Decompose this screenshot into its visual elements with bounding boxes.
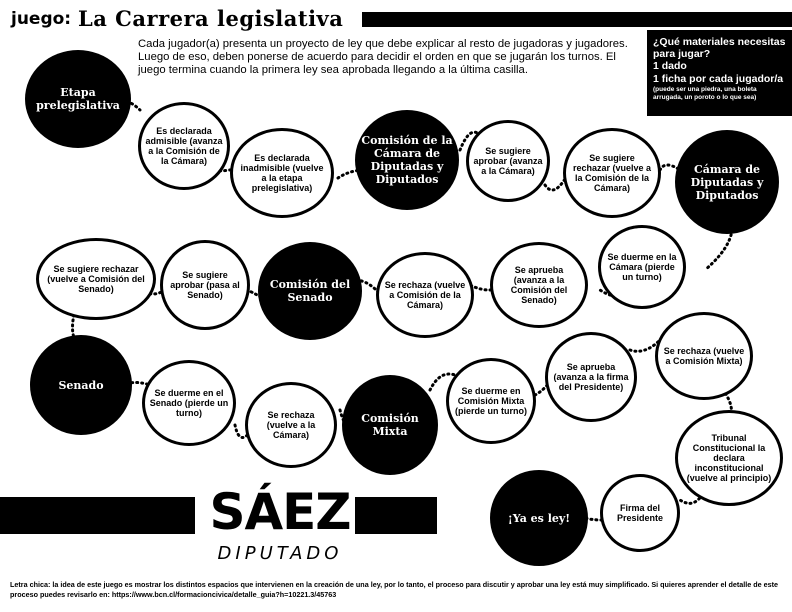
space-duerme-comision-mixta [446,358,536,444]
logo-name: SÁEZ [209,483,351,541]
space-label: Es declarada admisible (avanza a la Comisión de la Cámara) [145,126,223,166]
materials-note: (puede ser una piedra, una boleta arrugada, un poroto o lo que sea) [653,86,757,101]
space-senado [30,335,132,435]
logo-bar-left [0,497,195,534]
space-label: Se sugiere rechazar (vuelve a la Comisión de la Cámara) [572,153,652,193]
space-comision-senado [258,242,362,340]
game-instructions: Cada jugador(a) presenta un proyecto de ley que debe explicar al resto de jugadoras y jugadores. Luego de eso, deben ponerse de acuerdo para decidir el orden en que se jugarán los turnos. El juego termina cuando la primera ley sea aprobada llegando a la última casilla. [138,38,628,76]
materials-question: ¿Qué materiales necesitas para jugar? [653,36,786,60]
space-tribunal-constitucional [675,410,783,506]
space-label: Firma del Presidente [616,503,664,523]
logo-subtitle: DIPUTADO [217,543,343,564]
space-label: Se sugiere rechazar (vuelve a Comisión del Senado) [47,264,145,294]
space-label: Se duerme en el Senado (pierde un turno) [149,388,229,418]
space-sugiere-rechazar-senado [36,238,156,320]
space-rechaza-comision-mixta [655,312,753,400]
space-label: Tribunal Constitucional la declara inconstitucional (vuelve al principio) [686,433,772,483]
page-title: La Carrera legislativa [78,6,344,31]
space-label: Se aprueba (avanza a la Comisión del Senado) [510,265,568,305]
space-duerme-senado [142,360,236,446]
space-camara-diputados [675,130,779,234]
space-label: Senado [58,378,104,392]
space-ya-es-ley [490,470,588,566]
space-label: Se rechaza (vuelve a la Cámara) [266,410,316,440]
space-duerme-camara [598,225,686,309]
space-label: Comisión Mixta [361,412,419,438]
space-label: Etapa prelegislativa [36,86,120,112]
space-etapa-prelegislativa [25,50,131,148]
space-rechaza-camara [376,252,474,338]
space-aprueba-camara [490,242,588,328]
space-label: Se sugiere aprobar (avanza a la Cámara) [473,146,543,176]
space-aprueba-comision-mixta [545,332,637,422]
space-label: Se rechaza (vuelve a Comisión de la Cámara) [384,280,466,310]
space-comision-camara [355,110,459,210]
space-comision-mixta [342,375,438,475]
space-label: Se duerme en la Cámara (pierde un turno) [607,252,677,282]
space-label: Se rechaza (vuelve a Comisión Mixta) [663,346,745,366]
title-label: juego: [11,9,72,29]
space-label: Comisión del Senado [269,278,351,304]
space-label: Se duerme en Comisión Mixta (pierde un turno) [455,386,527,416]
space-label: Es declarada inadmisible (vuelve a la etapa prelegislativa) [240,153,324,193]
materials-token: 1 ficha por cada jugador/a [653,72,784,85]
space-rechaza-senado [245,382,337,468]
space-declarada-admisible [138,102,230,190]
space-sugiere-aprobar-senado [160,240,250,330]
space-label: ¡Ya es ley! [507,511,571,525]
space-sugiere-aprobar-camara [466,120,550,202]
space-sugiere-rechazar-camara [563,128,661,218]
space-firma-presidente [600,474,680,552]
space-label: Cámara de Diputadas y Diputados [690,162,764,202]
space-label: Se sugiere aprobar (pasa al Senado) [170,270,240,300]
space-label: Se aprueba (avanza a la firma del Presidente) [553,362,629,392]
space-label: Comisión de la Cámara de Diputadas y Diputados [361,134,453,186]
footer-note: Letra chica: la idea de este juego es mostrar los distintos espacios que intervienen en la creación de una ley, por lo tanto, el proceso para discutir y aprobar una ley está muy simplificado. Si quieres aprender el detalle de este proceso puedes revisarlo en: https://www.bcn.cl/formacioncivica/detalle_guia?h=10221.3/45763 [10,580,778,599]
materials-dice: 1 dado [653,60,687,72]
space-declarada-inadmisible [230,128,334,218]
logo-bar-right [355,497,437,534]
